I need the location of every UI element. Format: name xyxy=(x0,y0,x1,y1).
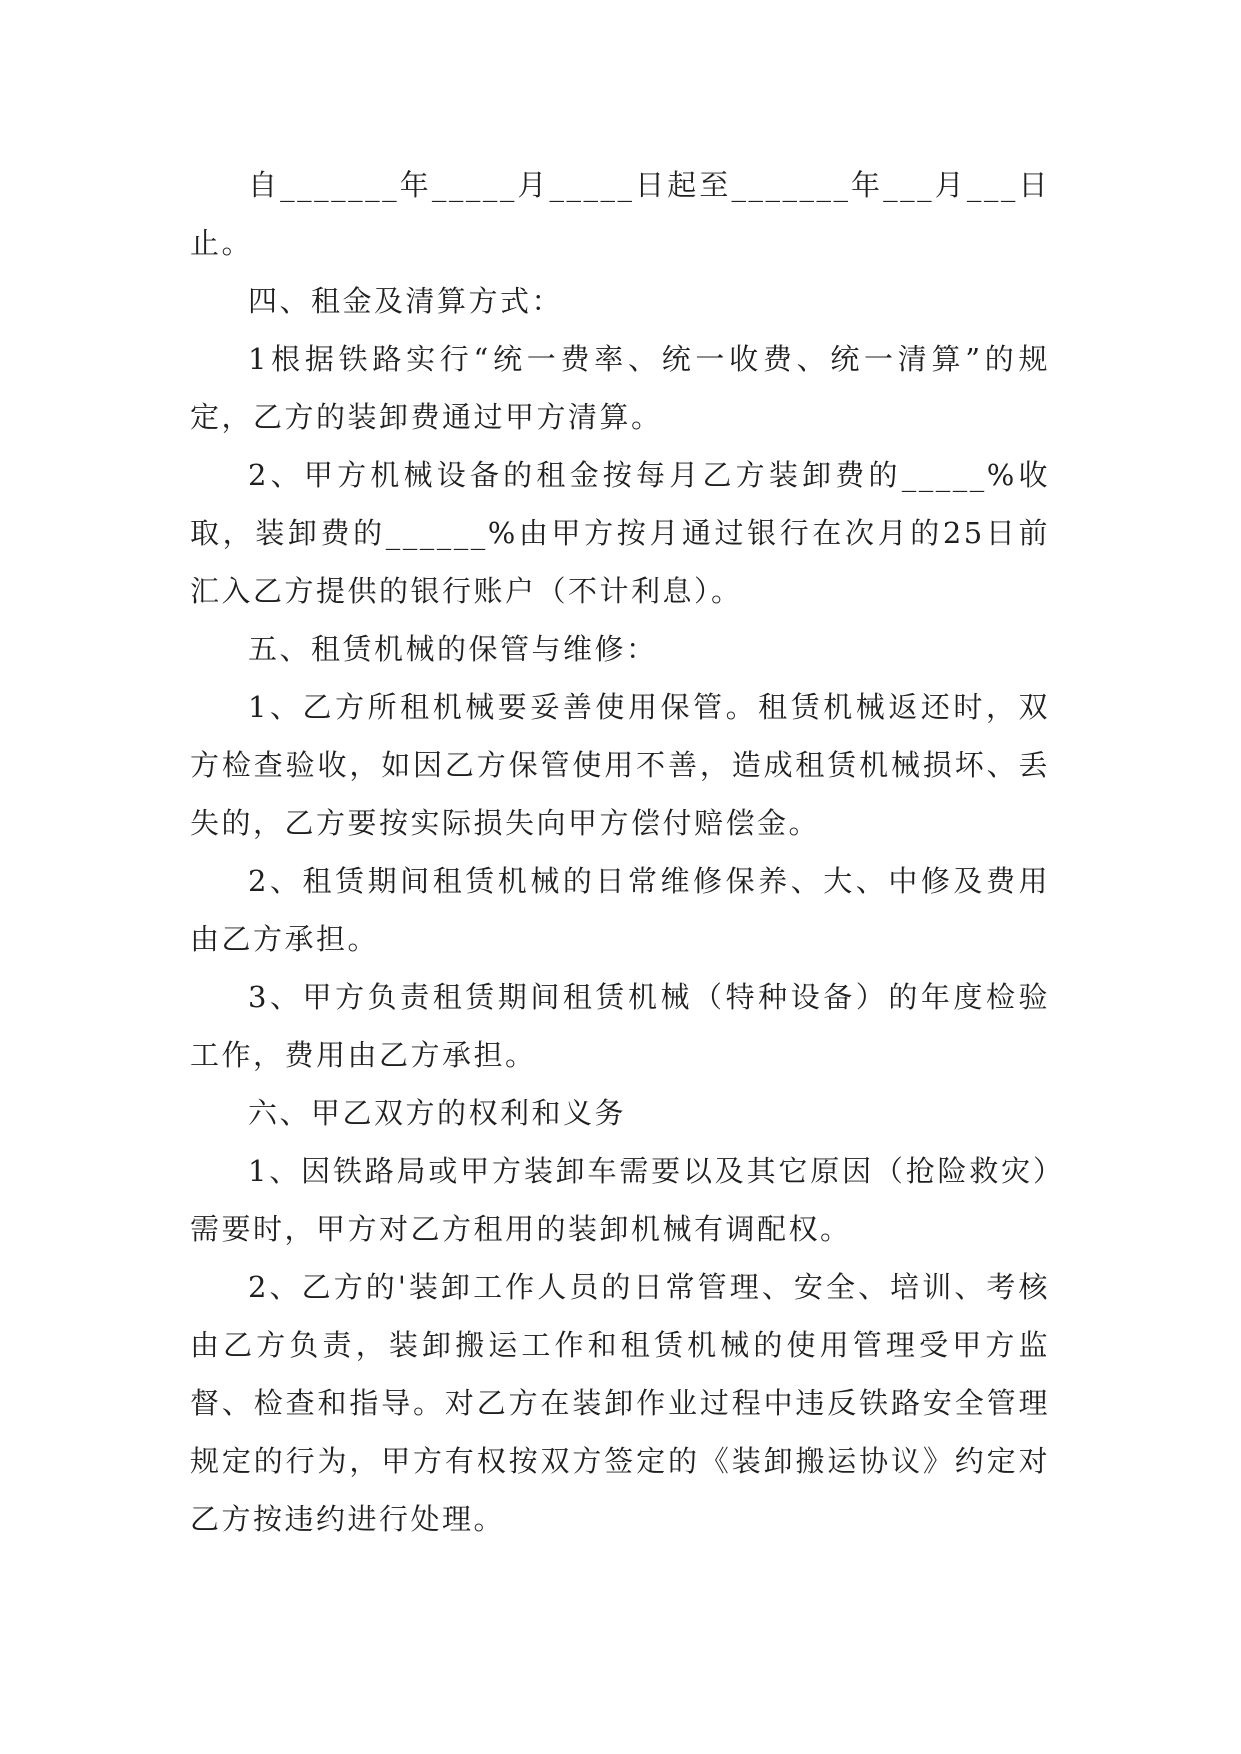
paragraph-dispatch-right: 1、因铁路局或甲方装卸车需要以及其它原因（抢险救灾）需要时，甲方对乙方租用的装卸机械有调配权。 xyxy=(190,1154,1050,1246)
heading-rent-settlement: 四、租金及清算方式： xyxy=(248,284,564,318)
paragraph-custody: 1、乙方所租机械要妥善使用保管。租赁机械返还时，双方检查验收，如因乙方保管使用不善，造成租赁机械损坏、丢失的，乙方要按实际损失向甲方偿付赔偿金。 xyxy=(190,690,1050,840)
paragraph-staff-management: 2、乙方的'装卸工作人员的日常管理、安全、培训、考核由乙方负责，装卸搬运工作和租赁机械的使用管理受甲方监督、检查和指导。对乙方在装卸作业过程中违反铁路安全管理规定的行为，甲方有权按双方签定的《装卸搬运协议》约定对乙方按违约进行处理。 xyxy=(190,1270,1050,1536)
paragraph-maintenance-cost: 2、租赁期间租赁机械的日常维修保养、大、中修及费用由乙方承担。 xyxy=(190,864,1050,956)
paragraph-railway-settlement: 1根据铁路实行“统一费率、统一收费、统一清算”的规定，乙方的装卸费通过甲方清算。 xyxy=(190,342,1050,434)
paragraph-period: 自_______年_____月_____日起至_______年___月___日止。 xyxy=(190,168,1050,260)
heading-custody-maintenance: 五、租赁机械的保管与维修： xyxy=(248,632,658,666)
paragraph-rent-percentage: 2、甲方机械设备的租金按每月乙方装卸费的_____%收取，装卸费的______%由甲方按月通过银行在次月的25日前汇入乙方提供的银行账户（不计利息）。 xyxy=(190,458,1050,608)
paragraph-annual-inspection: 3、甲方负责租赁期间租赁机械（特种设备）的年度检验工作，费用由乙方承担。 xyxy=(190,980,1050,1072)
document-body xyxy=(190,156,1050,1548)
heading-rights-obligations: 六、甲乙双方的权利和义务 xyxy=(248,1096,627,1130)
